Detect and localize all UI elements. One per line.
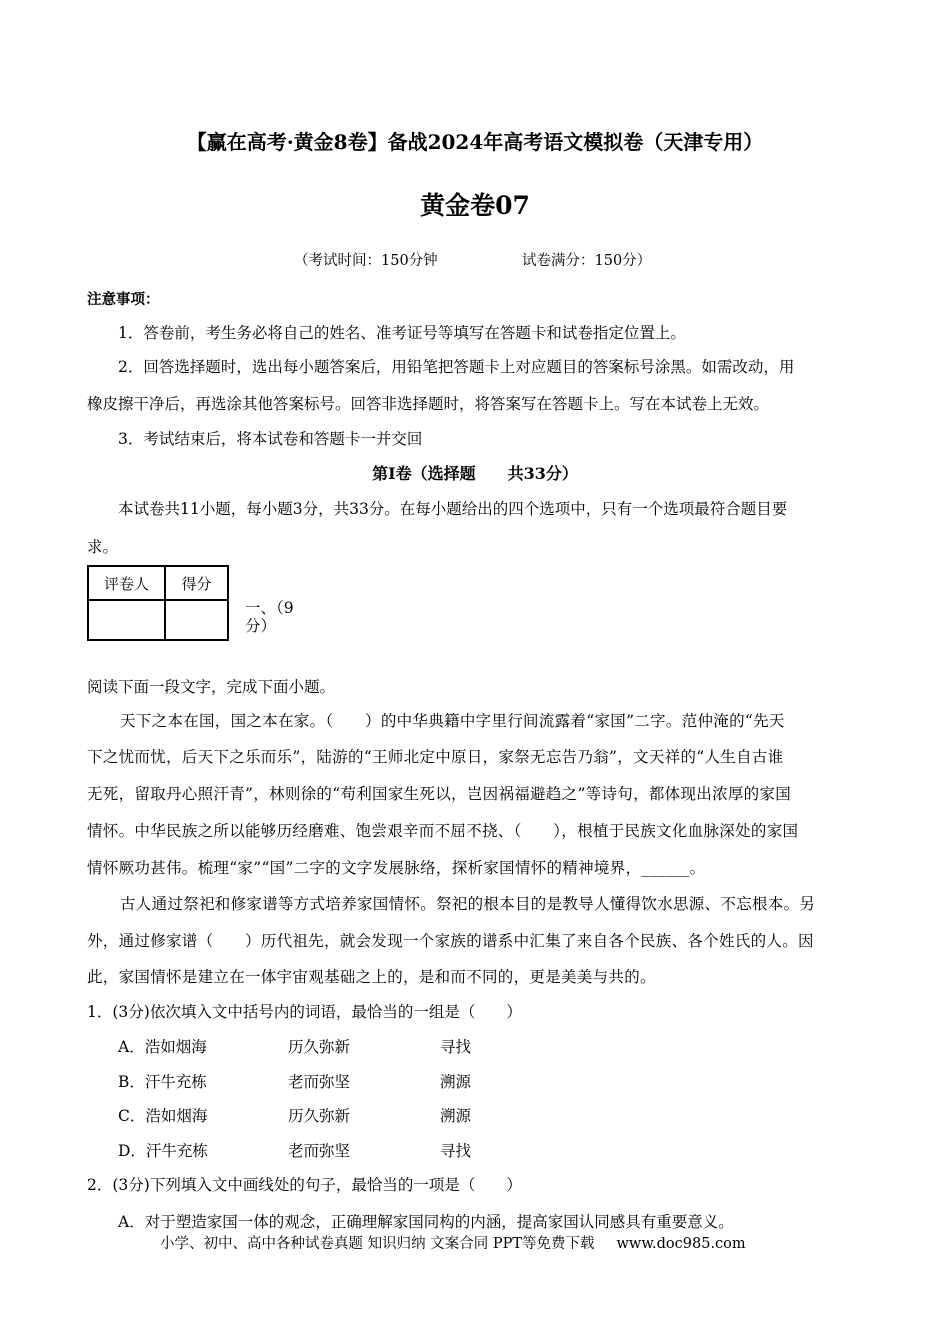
notice-item-2-line-2: 橡皮擦干净后，再选涂其他答案标号。回答非选择题时，将答案写在答题卡上。写在本试卷上无效。 — [87, 395, 770, 413]
option-b-word-2: 老而弥坚 — [288, 1073, 351, 1091]
passage-p1-line-2: 下之忧而忧，后天下之乐而乐”，陆游的“王师北定中原日，家祭无忘告乃翁”，文天祥的“人生自古谁 — [87, 748, 784, 766]
passage-p1-line-1: 天下之本在国，国之本在家。（ ）的中华典籍中字里行间流露着“家国”二字。范仲淹的“先天 — [120, 712, 785, 730]
footer-site-link[interactable]: www.doc985.com — [616, 1236, 746, 1252]
passage-p2-line-2: 外，通过修家谱（ ）历代祖先，就会发现一个家族的谱系中汇集了来自各个民族、各个姓氏的人。因 — [87, 932, 814, 950]
passage-p1-line-5: 情怀厥功甚伟。梳理“家”“国”二字的文字发展脉络，探析家国情怀的精神境界，______。 — [87, 859, 706, 877]
option-d-word-2: 老而弥坚 — [288, 1142, 351, 1160]
option-a-word-2: 历久弥新 — [288, 1038, 351, 1056]
notice-item-1: 1．答卷前，考生务必将自己的姓名、准考证号等填写在答题卡和试卷指定位置上。 — [118, 324, 686, 342]
question-1-stem: 1．(3分)依次填入文中括号内的词语，最恰当的一组是（ ） — [87, 1003, 522, 1021]
passage-p1-line-3: 无死，留取丹心照汗青”，林则徐的“苟利国家生死以，岂因祸福避趋之”等诗句，都体现出浓厚的家国 — [87, 785, 792, 803]
option-d-word-3: 寻找 — [440, 1142, 472, 1160]
exam-time: （考试时间：150分钟 — [294, 253, 438, 269]
grader-table — [87, 565, 229, 641]
option-b-word-1: B．汗牛充栋 — [118, 1073, 207, 1091]
question-2-stem: 2．(3分)下列填入文中画线处的句子，最恰当的一项是（ ） — [87, 1176, 522, 1194]
exam-main-title: 【赢在高考·黄金8卷】备战2024年高考语文模拟卷（天津专用） — [186, 130, 764, 154]
section-desc-line-1: 本试卷共11小题，每小题3分，共33分。在每小题给出的四个选项中，只有一个选项最符合题目要 — [118, 500, 788, 518]
option-c-word-1: C．浩如烟海 — [118, 1107, 208, 1125]
part-one-label-line-1: 一、（9 — [245, 599, 294, 617]
grader-cell — [88, 600, 165, 640]
notice-heading: 注意事项： — [87, 291, 160, 308]
passage-p2-line-3: 此，家国情怀是建立在一体宇宙观基础之上的，是和而不同的，更是美美与共的。 — [87, 968, 656, 986]
option-a-word-1: A．浩如烟海 — [118, 1038, 207, 1056]
footer-text: 小学、初中、高中各种试卷真题 知识归纳 文案合同 PPT等免费下载 — [160, 1236, 595, 1252]
notice-item-3: 3．考试结束后，将本试卷和答题卡一并交回 — [118, 430, 423, 448]
option-d-word-1: D．汗牛充栋 — [118, 1142, 208, 1160]
passage-p1-line-4: 情怀。中华民族之所以能够历经磨难、饱尝艰辛而不屈不挠、（ ），根植于民族文化血脉深处的家国 — [87, 822, 799, 840]
option-a-word-3: 寻找 — [440, 1038, 472, 1056]
question-2-option-a: A．对于塑造家国一体的观念，正确理解家国同构的内涵，提高家国认同感具有重要意义。 — [118, 1213, 734, 1231]
notice-item-2-line-1: 2．回答选择题时，选出每小题答案后，用铅笔把答题卡上对应题目的答案标号涂黑。如需改动，用 — [118, 358, 795, 376]
option-c-word-2: 历久弥新 — [288, 1107, 351, 1125]
passage-instruction: 阅读下面一段文字，完成下面小题。 — [87, 678, 336, 696]
score-cell — [165, 600, 228, 640]
grader-header: 评卷人 — [88, 566, 165, 600]
part-one-label-line-2: 分） — [245, 617, 277, 635]
section-title: 第Ⅰ卷（选择题 共33分） — [372, 464, 578, 483]
passage-p2-line-1: 古人通过祭祀和修家谱等方式培养家国情怀。祭祀的根本目的是教导人懂得饮水思源、不忘根本。另 — [120, 895, 816, 913]
exam-sub-title: 黄金卷07 — [420, 191, 530, 220]
section-desc-line-2: 求。 — [87, 538, 119, 556]
full-score: 试卷满分：150分） — [522, 253, 652, 269]
footer — [160, 1232, 746, 1253]
option-c-word-3: 溯源 — [440, 1107, 472, 1125]
option-b-word-3: 溯源 — [440, 1073, 472, 1091]
score-header: 得分 — [165, 566, 228, 600]
